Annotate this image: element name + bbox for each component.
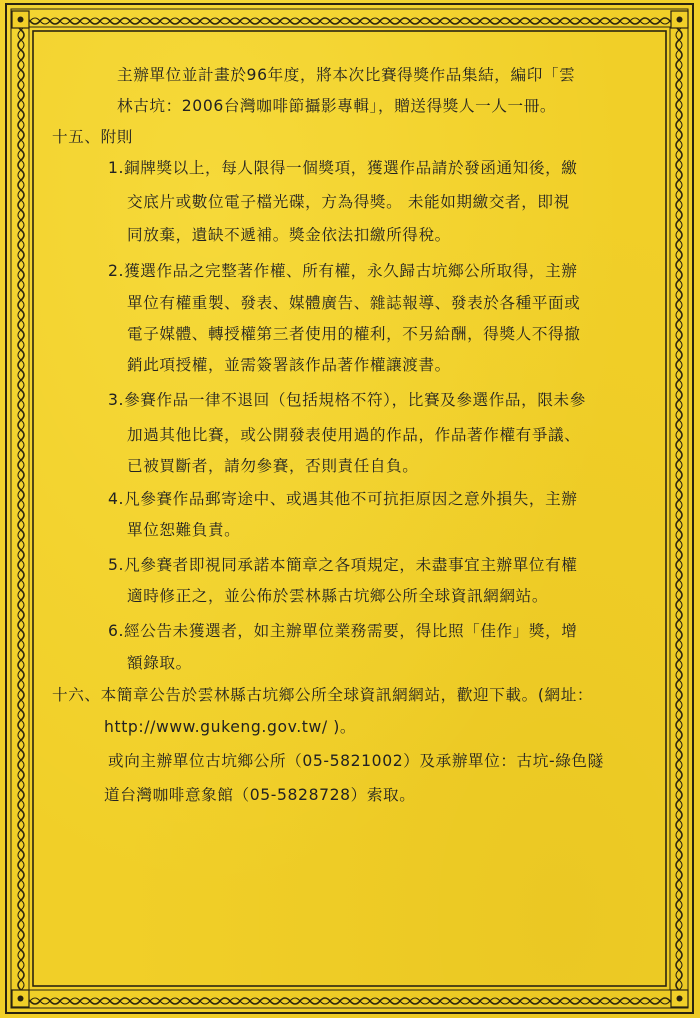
section-16-line-3: 或向主辦單位古坑鄉公所（05-5821002）及承辦單位：古坑-綠色隧 (108, 752, 604, 770)
rule-1-line-3: 同放棄，遺缺不遞補。獎金依法扣繳所得稅。 (127, 226, 451, 244)
rule-6-line-2: 額錄取。 (127, 654, 192, 672)
section-15-heading: 十五、附則 (52, 128, 133, 146)
rule-2-line-2: 單位有權重製、發表、媒體廣告、雜誌報導、發表於各種平面或 (127, 294, 581, 312)
rule-2-line-3: 電子媒體、轉授權第三者使用的權利，不另給酬，得獎人不得撤 (127, 325, 581, 343)
section-16-line-4: 道台灣咖啡意象館（05-5828728）索取。 (104, 786, 416, 804)
rule-3-line-1: 3.參賽作品一律不退回（包括規格不符），比賽及參選作品，限未參 (108, 391, 586, 409)
rule-5-line-1: 5.凡參賽者即視同承諾本簡章之各項規定，未盡事宜主辦單位有權 (108, 556, 578, 574)
section-16-line-1: 十六、本簡章公告於雲林縣古坑鄉公所全球資訊網網站，歡迎下載。(網址： (52, 686, 594, 704)
rule-3-line-2: 加過其他比賽，或公開發表使用過的作品，作品著作權有爭議、 (127, 426, 581, 444)
rule-3-line-3: 已被買斷者，請勿參賽，否則責任自負。 (127, 457, 419, 475)
rule-1-line-2: 交底片或數位電子檔光碟，方為得獎。 未能如期繳交者，即視 (127, 193, 570, 211)
rule-6-line-1: 6.經公告未獲選者，如主辦單位業務需要，得比照「佳作」獎，增 (108, 622, 578, 640)
rule-4-line-1: 4.凡參賽作品郵寄途中、或遇其他不可抗拒原因之意外損失，主辦 (108, 490, 578, 508)
rule-2-line-1: 2.獲選作品之完整著作權、所有權，永久歸古坑鄉公所取得，主辦 (108, 262, 578, 280)
intro-line-2: 林古坑：2006台灣咖啡節攝影專輯」，贈送得獎人一人一冊。 (117, 97, 557, 115)
intro-line-1: 主辦單位並計畫於96年度，將本次比賽得獎作品集結，編印「雲 (117, 66, 576, 84)
section-16-url: http://www.gukeng.gov.tw/ )。 (104, 718, 357, 736)
rule-1-line-1: 1.銅牌獎以上，每人限得一個獎項，獲選作品請於發函通知後，繳 (108, 159, 578, 177)
rule-2-line-4: 銷此項授權，並需簽署該作品著作權讓渡書。 (127, 356, 451, 374)
rule-5-line-2: 適時修正之，並公佈於雲林縣古坑鄉公所全球資訊網網站。 (127, 587, 549, 605)
rule-4-line-2: 單位恕難負責。 (127, 521, 241, 539)
